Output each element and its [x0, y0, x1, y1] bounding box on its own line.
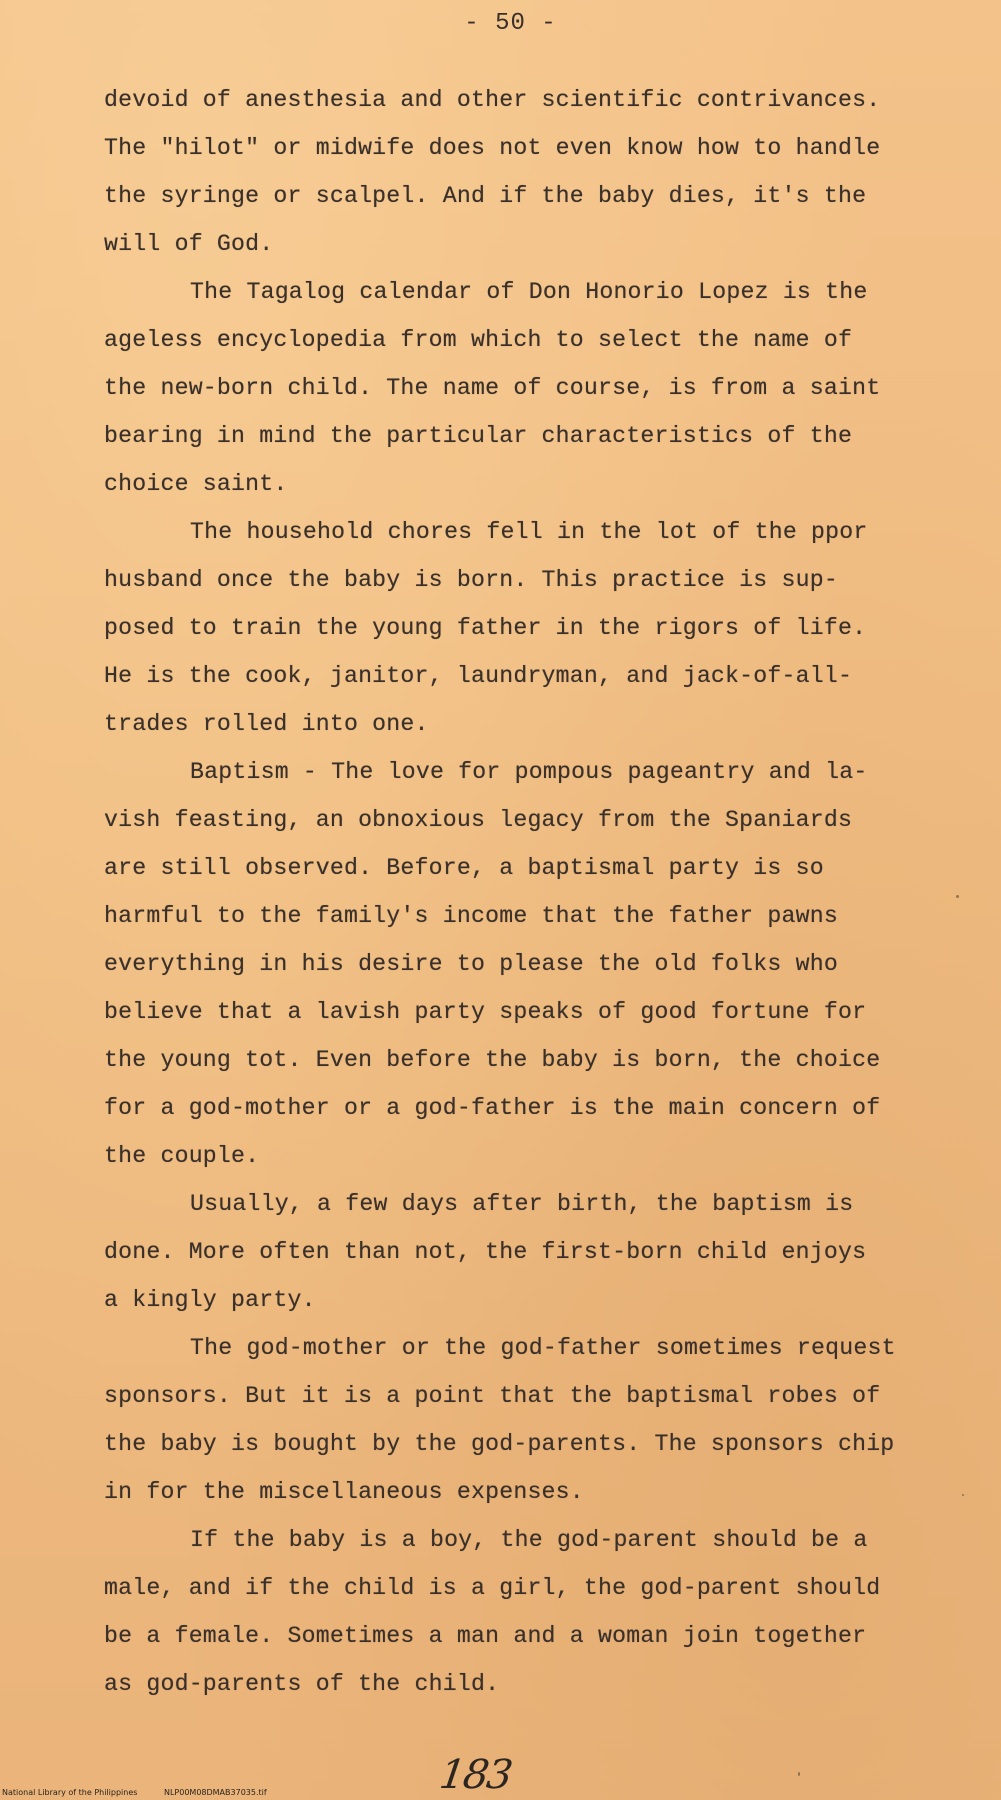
text-line: be a female. Sometimes a man and a woman join together — [104, 1623, 867, 1649]
text-line: the syringe or scalpel. And if the baby dies, it's the — [104, 183, 867, 209]
text-line: sponsors. But it is a point that the baptismal robes of — [104, 1383, 881, 1409]
text-line: believe that a lavish party speaks of good fortune for — [104, 999, 867, 1025]
text-line: harmful to the family's income that the father pawns — [104, 903, 838, 929]
text-line: choice saint. — [104, 471, 288, 497]
footer-library-name: National Library of the Philippines — [2, 1788, 138, 1797]
text-line: vish feasting, an obnoxious legacy from the Spaniards — [104, 807, 853, 833]
page-number: - 50 - — [464, 10, 557, 37]
paragraph-first-line: If the baby is a boy, the god-parent should be a — [190, 1527, 868, 1553]
handwritten-folio-number: 183 — [436, 1752, 514, 1798]
paragraph-first-line: Usually, a few days after birth, the baptism is — [190, 1191, 854, 1217]
text-line: trades rolled into one. — [104, 711, 429, 737]
text-line: everything in his desire to please the old folks who — [104, 951, 838, 977]
document-body — [104, 76, 944, 1708]
footer-filename: NLP00M08DMAB37035.tif — [163, 1788, 267, 1797]
text-line: for a god-mother or a god-father is the main concern of — [104, 1095, 881, 1121]
paper-speck — [798, 1772, 800, 1776]
paragraph-first-line: The household chores fell in the lot of the ppor — [190, 519, 868, 545]
text-line: He is the cook, janitor, laundryman, and jack-of-all- — [104, 663, 853, 689]
text-line: in for the miscellaneous expenses. — [104, 1479, 584, 1505]
scan-footer — [2, 1788, 267, 1798]
text-line: husband once the baby is born. This practice is sup- — [104, 567, 838, 593]
text-line: the baby is bought by the god-parents. The sponsors chip — [104, 1431, 895, 1457]
text-line: posed to train the young father in the rigors of life. — [104, 615, 867, 641]
text-line: the new-born child. The name of course, is from a saint — [104, 375, 881, 401]
text-line: the young tot. Even before the baby is born, the choice — [104, 1047, 881, 1073]
text-line: male, and if the child is a girl, the god-parent should — [104, 1575, 881, 1601]
paragraph-first-line: Baptism - The love for pompous pageantry and la- — [190, 759, 868, 785]
text-line: as god-parents of the child. — [104, 1671, 500, 1697]
paragraph-first-line: The god-mother or the god-father sometimes request — [190, 1335, 896, 1361]
paper-speck — [956, 895, 959, 898]
text-line: The "hilot" or midwife does not even know how to handle — [104, 135, 881, 161]
text-line: devoid of anesthesia and other scientific contrivances. — [104, 87, 881, 113]
text-line: will of God. — [104, 231, 274, 257]
text-line: bearing in mind the particular characteristics of the — [104, 423, 853, 449]
text-line: done. More often than not, the first-born child enjoys — [104, 1239, 867, 1265]
text-line: ageless encyclopedia from which to select the name of — [104, 327, 853, 353]
text-line: are still observed. Before, a baptismal party is so — [104, 855, 824, 881]
text-line: a kingly party. — [104, 1287, 316, 1313]
paragraph-first-line: The Tagalog calendar of Don Honorio Lopez is the — [190, 279, 868, 305]
text-line: the couple. — [104, 1143, 260, 1169]
paper-speck — [962, 1494, 964, 1496]
